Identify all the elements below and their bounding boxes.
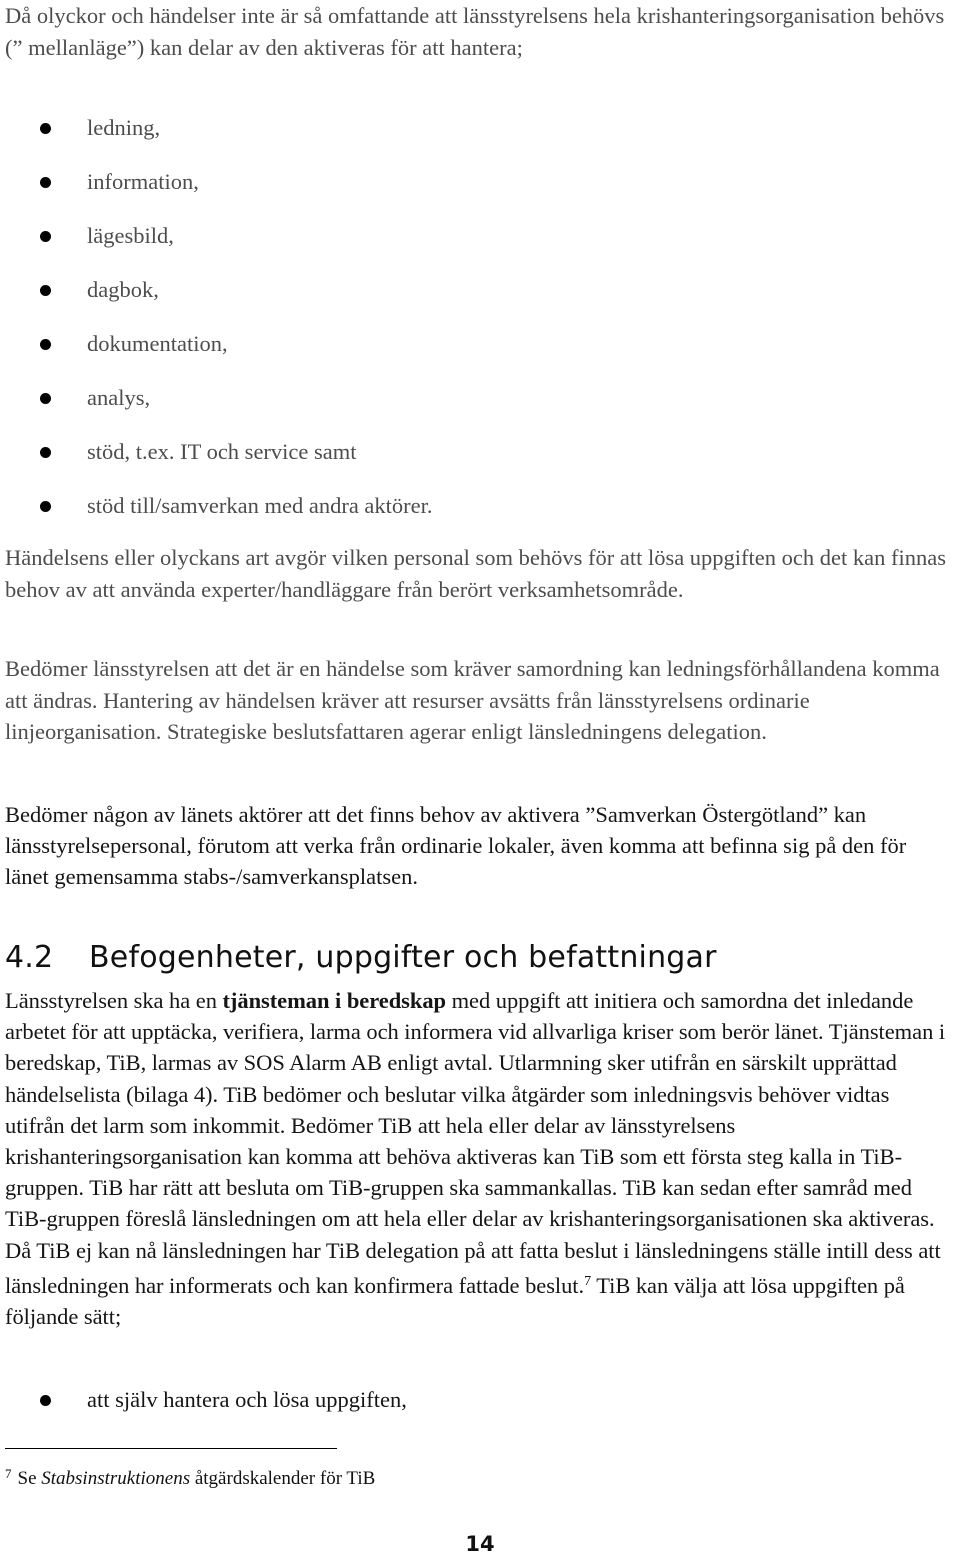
tib-paragraph: Länsstyrelsen ska ha en tjänsteman i beredskap med uppgift att initiera och samordna det inledande arbetet för att upptäcka, verifiera, larma och informera vid allvarliga kriser som berör länet. Tjänsteman i beredskap, TiB, larmas av SOS Alarm AB enligt avtal. Utlarmning sker utifrån en särskilt upprättad händelselista (bilaga 4). TiB bedömer och beslutar vilka åtgärder som inledningsvis behöver vidtas utifrån det larm som inkommit. Bedömer TiB att hela eller delar av länsstyrelsens krishanteringsorganisation kan komma att behöva aktiveras kan TiB som ett första steg kalla in TiB-gruppen. TiB har rätt att besluta om TiB-gruppen ska sammankallas. TiB kan sedan efter samråd med TiB-gruppen föreslå länsledningen om att hela eller delar av krishanteringsorganisationen ska aktiveras. Då TiB ej kan nå länsledningen har TiB delegation på att fatta beslut i länsledningens ställe intill dess att länsledningen har informerats och kan konfirmera fattade beslut.$^7$ TiB kan välja att lösa uppgiften på följande sätt; [5,988,946,1330]
bullet-dot-icon [40,231,51,242]
section-number: 4.2 [5,940,54,975]
list-item: stöd till/samverkan med andra aktörer. [0,491,433,545]
bullet-dot-icon [40,285,51,296]
footnote-number: 7 [5,1466,12,1481]
bullet-dot-icon [40,393,51,404]
footnote-separator [5,1448,337,1449]
list-item: att själv hantera och lösa uppgiften, [0,1385,407,1439]
footnote-reference[interactable]: 7 [584,1273,592,1289]
bullet-dot-icon [40,501,51,512]
list-item: information, [0,167,433,221]
section-title: Befogenheter, uppgifter och befattningar [89,940,717,975]
list-item: stöd, t.ex. IT och service samt [0,437,433,491]
list-item: dokumentation, [0,329,433,383]
list-item: ledning, [0,113,433,167]
section-heading [5,940,717,975]
intro-paragraph: Då olyckor och händelser inte är så omfattande att länsstyrelsens hela krishanteringsorganisation behövs (” mellanläge”) kan delar av den aktiveras för att hantera; [5,3,945,60]
page-number: 14 [465,1532,495,1556]
bullet-dot-icon [40,447,51,458]
footnote: $^7$ Se Stabsinstruktionens åtgärdskalender för TiB [5,1466,376,1489]
bullet-dot-icon [40,339,51,350]
samverkan-paragraph: Bedömer någon av länets aktörer att det finns behov av aktivera ”Samverkan Östergötland” kan länsstyrelsepersonal, förutom att verka från ordinarie lokaler, även komma att befinna sig på den för länet gemensamma stabs-/samverkansplatsen. [5,802,907,890]
bullet-dot-icon [40,177,51,188]
footnote-italic-title: Stabsinstruktionens [41,1468,191,1489]
option-bullet-list [0,1385,407,1439]
list-item: dagbok, [0,275,433,329]
assessment-paragraph: Bedömer länsstyrelsen att det är en händelse som kräver samordning kan ledningsförhållandena komma att ändras. Hantering av händelsen kräver att resurser avsätts från länsstyrelsens ordinarie linjeorganisation. Strategiske beslutsfattaren agerar enligt länsledningens delegation. [5,656,940,744]
bullet-dot-icon [40,1395,51,1406]
bullet-dot-icon [40,123,51,134]
tib-bold-term: tjänsteman i beredskap [222,988,446,1013]
list-item: analys, [0,383,433,437]
staff-paragraph: Händelsens eller olyckans art avgör vilken personal som behövs för att lösa uppgiften och det kan finnas behov av att använda experter/handläggare från berört verksamhetsområde. [5,545,946,602]
list-item: lägesbild, [0,221,433,275]
task-bullet-list [0,113,433,545]
